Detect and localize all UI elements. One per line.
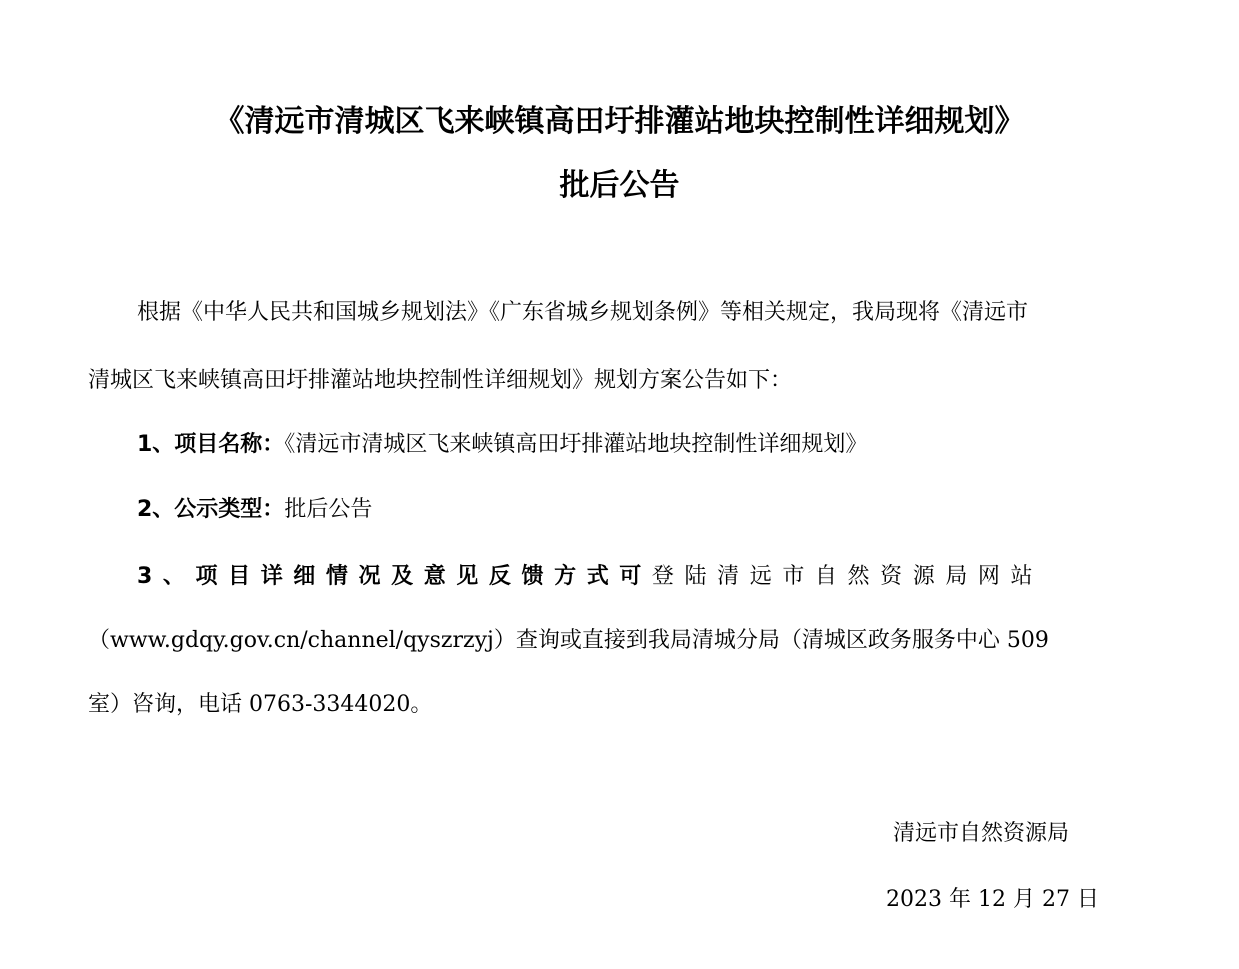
item-1-value: 《清远市清城区飞来峡镇高田圩排灌站地块控制性详细规划》 — [284, 432, 868, 457]
signature-organization: 清远市自然资源局 — [893, 821, 1070, 846]
intro-paragraph-line-2: 清城区飞来峡镇高田圩排灌站地块控制性详细规划》规划方案公告如下： — [88, 368, 793, 393]
item-3-line-2: （www.gdqy.gov.cn/channel/qyszrzyj）查询或直接到我局清城分局（清城区政务服务中心 509 — [88, 628, 1049, 653]
signature-date: 2023 年 12 月 27 日 — [886, 887, 1099, 912]
document-subtitle: 批后公告 — [559, 168, 680, 203]
item-3-line-3: 室）咨询，电话 0763-3344020。 — [88, 692, 433, 717]
item-3-value: 登陆清远市自然资源局网站 — [651, 564, 1044, 589]
intro-paragraph-line-1: 根据《中华人民共和国城乡规划法》《广东省城乡规划条例》等相关规定，我局现将《清远市 — [137, 300, 1029, 325]
item-1 — [137, 430, 1138, 460]
item-3-label: 3、项目详细情况及意见反馈方式可 — [137, 564, 652, 589]
document-title: 《清远市清城区飞来峡镇高田圩排灌站地块控制性详细规划》 — [214, 104, 1025, 139]
item-1-label: 1、项目名称： — [137, 432, 285, 457]
item-2-value: 批后公告 — [284, 497, 373, 522]
item-2-label: 2、公示类型： — [137, 497, 285, 522]
item-2 — [137, 495, 1138, 525]
item-3 — [137, 562, 1138, 592]
